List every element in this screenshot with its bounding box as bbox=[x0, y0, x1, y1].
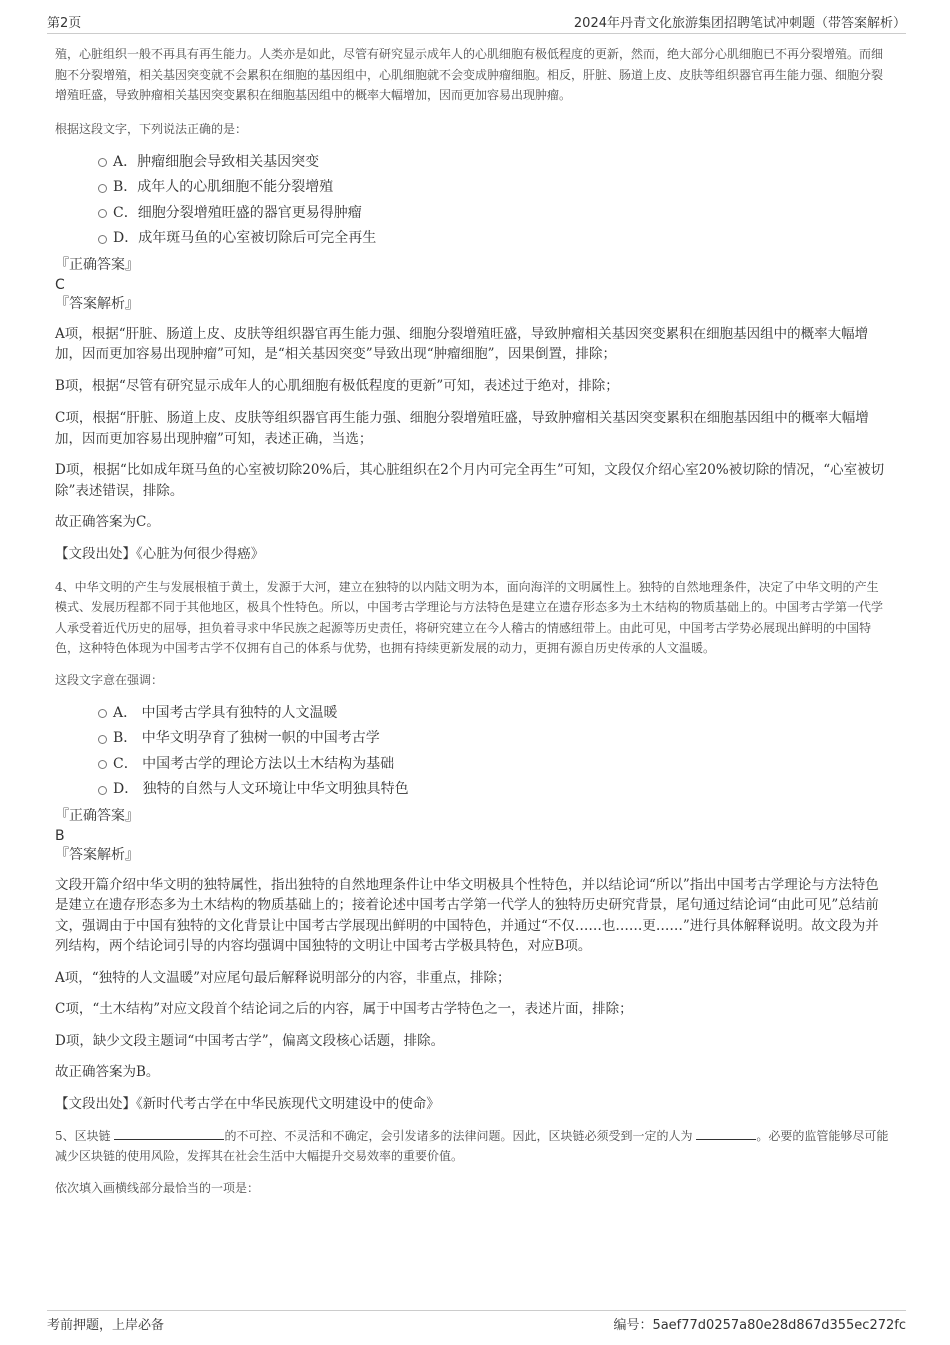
q5-text-2: 的不可控、不灵活和不确定，会引发诸多的法律问题。因此，区块链必须受到一定的人为 bbox=[224, 1128, 693, 1143]
fill-blank-2[interactable] bbox=[696, 1127, 756, 1140]
radio-icon[interactable] bbox=[98, 709, 107, 718]
q3-analysis-b: B项，根据“尽管有研究显示成年人的心肌细胞有极低程度的更新”可知，表述过于绝对，排除； bbox=[55, 377, 619, 394]
page-footer bbox=[0, 1310, 950, 1340]
q4-analysis-a: A项，“独特的人文温暖”对应尾句最后解释说明部分的内容，非重点，排除； bbox=[55, 969, 511, 986]
document-title: 2024年丹青文化旅游集团招聘笔试冲刺题（带答案解析） bbox=[573, 16, 906, 31]
q3-option-b[interactable] bbox=[55, 175, 890, 201]
radio-icon[interactable] bbox=[98, 158, 107, 167]
q3-answer: C bbox=[55, 276, 65, 293]
q4-conclusion: 故正确答案为B。 bbox=[55, 1064, 160, 1080]
q3-source: 【文段出处】《心脏为何很少得癌》 bbox=[55, 545, 265, 562]
option-label: B．成年人的心肌细胞不能分裂增殖 bbox=[113, 179, 334, 195]
q4-analysis-label: 『答案解析』 bbox=[55, 846, 139, 863]
q3-prompt: 根据这段文字，下列说法正确的是： bbox=[55, 121, 248, 136]
q4-analysis-d: D项，缺少文段主题词“中国考古学”，偏离文段核心话题，排除。 bbox=[55, 1032, 445, 1049]
radio-icon[interactable] bbox=[98, 786, 107, 795]
q3-analysis-d: D项，根据“比如成年斑马鱼的心室被切除20%后，其心脏组织在2个月内可完全再生”可知，文段仅介绍心室20%被切除的情况，“心室被切除”表述错误，排除。 bbox=[55, 462, 885, 499]
page-number: 第2页 bbox=[47, 16, 82, 31]
q3-conclusion: 故正确答案为C。 bbox=[55, 514, 160, 530]
question-3 bbox=[55, 44, 890, 564]
q4-prompt: 这段文字意在强调： bbox=[55, 672, 164, 687]
question-5 bbox=[55, 1126, 890, 1198]
q4-option-b[interactable] bbox=[55, 726, 890, 752]
q5-prompt: 依次填入画横线部分最恰当的一项是： bbox=[55, 1180, 260, 1195]
q4-analysis-main: 文段开篇介绍中华文明的独特属性，指出独特的自然地理条件让中华文明极具个性特色，并以结论词“所以”指出中国考古学理论与方法特色是建立在遗存形态多为土木结构的物质基础上的；接着论述中国考古学第一代学人的独特历史研究背景，尾句通过结论词“由此可见”总结前文，强调由于中国有独特的文化背景让中国考古学展现出鲜明的中国特色，并通过“不仅……也……更……”进行具体解释说明。故文段为并列结构，两个结论词引导的内容均强调中国独特的文明让中国考古学极具特色，对应B项。 bbox=[55, 876, 879, 954]
page-content bbox=[55, 44, 890, 1198]
fill-blank-1[interactable] bbox=[114, 1127, 224, 1140]
q3-options bbox=[55, 150, 890, 252]
q3-option-c[interactable] bbox=[55, 201, 890, 227]
q5-text-1: 5、区块链 bbox=[55, 1128, 111, 1143]
q4-options bbox=[55, 701, 890, 803]
q3-passage: 殖，心脏组织一般不再具有再生能力。人类亦是如此，尽管有研究显示成年人的心肌细胞有极低程度的更新，然而，绝大部分心肌细胞已不再分裂增殖。而细胞不分裂增殖，相关基因突变就不会累积在细胞的基因组中，心肌细胞就不会变成肿瘤细胞。相反，肝脏、肠道上皮、皮肤等组织器官再生能力强、细胞分裂增殖旺盛，导致肿瘤相关基因突变累积在细胞基因组中的概率大幅增加，因而更加容易出现肿瘤。 bbox=[55, 47, 884, 102]
option-label: D． 独特的自然与人文环境让中华文明独具特色 bbox=[113, 781, 409, 797]
q3-option-a[interactable] bbox=[55, 150, 890, 176]
header-divider bbox=[47, 33, 906, 34]
question-4 bbox=[55, 577, 890, 1114]
q4-option-a[interactable] bbox=[55, 701, 890, 727]
page-header bbox=[0, 0, 950, 36]
q4-analysis-c: C项，“土木结构”对应文段首个结论词之后的内容，属于中国考古学特色之一，表述片面，排除； bbox=[55, 1001, 633, 1017]
q5-text-3: 。必要的监管能够尽可能减少区块链的使用风险，发挥其在社会生活中大幅提升交易效率的重要价值。 bbox=[55, 1128, 889, 1163]
option-label: A．肿瘤细胞会导致相关基因突变 bbox=[113, 153, 320, 170]
radio-icon[interactable] bbox=[98, 235, 107, 244]
option-label: B． 中华文明孕育了独树一帜的中国考古学 bbox=[113, 730, 380, 746]
q3-analysis-label: 『答案解析』 bbox=[55, 295, 139, 312]
q5-passage bbox=[55, 1126, 890, 1167]
option-label: D．成年斑马鱼的心室被切除后可完全再生 bbox=[113, 230, 377, 246]
q4-option-c[interactable] bbox=[55, 752, 890, 778]
radio-icon[interactable] bbox=[98, 209, 107, 218]
option-label: C． 中国考古学的理论方法以土木结构为基础 bbox=[113, 755, 395, 772]
footer-slogan: 考前押题，上岸必备 bbox=[47, 1318, 165, 1333]
option-label: C．细胞分裂增殖旺盛的器官更易得肿瘤 bbox=[113, 204, 362, 221]
q3-option-d[interactable] bbox=[55, 226, 890, 252]
q3-analysis-a: A项，根据“肝脏、肠道上皮、皮肤等组织器官再生能力强、细胞分裂增殖旺盛，导致肿瘤相关基因突变累积在细胞基因组中的概率大幅增加，因而更加容易出现肿瘤”可知，是“相关基因突变”导致出现“肿瘤细胞”，因果倒置，排除； bbox=[55, 325, 869, 362]
q4-source: 【文段出处】《新时代考古学在中华民族现代文明建设中的使命》 bbox=[55, 1095, 440, 1112]
q4-option-d[interactable] bbox=[55, 777, 890, 803]
footer-divider bbox=[47, 1310, 906, 1311]
q3-analysis-c: C项，根据“肝脏、肠道上皮、皮肤等组织器官再生能力强、细胞分裂增殖旺盛，导致肿瘤相关基因突变累积在细胞基因组中的概率大幅增加，因而更加容易出现肿瘤”可知，表述正确，当选； bbox=[55, 410, 869, 447]
q4-answer: B bbox=[55, 827, 65, 844]
option-label: A． 中国考古学具有独特的人文温暖 bbox=[113, 704, 338, 721]
radio-icon[interactable] bbox=[98, 735, 107, 744]
document-id: 编号：5aef77d0257a80e28d867d355ec272fc bbox=[613, 1318, 906, 1333]
q4-passage: 4、中华文明的产生与发展根植于黄土，发源于大河，建立在独特的以内陆文明为本，面向海洋的文明属性上。独特的自然地理条件，决定了中华文明的产生模式、发展历程都不同于其他地区，极具个性特色。所以，中国考古学理论与方法特色是建立在遗存形态多为土木结构的物质基础上的。中国考古学第一代学人承受着近代历史的屈辱，担负着寻求中华民族之起源等历史责任，将研究建立在今人稽古的情感纽带上。由此可见，中国考古学势必展现出鲜明的中国特色，这种特色体现为中国考古学不仅拥有自己的体系与优势，也拥有持续更新发展的动力，更拥有源自历史传承的人文温暖。 bbox=[55, 579, 884, 655]
q4-answer-label: 『正确答案』 bbox=[55, 807, 139, 824]
radio-icon[interactable] bbox=[98, 760, 107, 769]
radio-icon[interactable] bbox=[98, 184, 107, 193]
q3-answer-label: 『正确答案』 bbox=[55, 256, 139, 273]
